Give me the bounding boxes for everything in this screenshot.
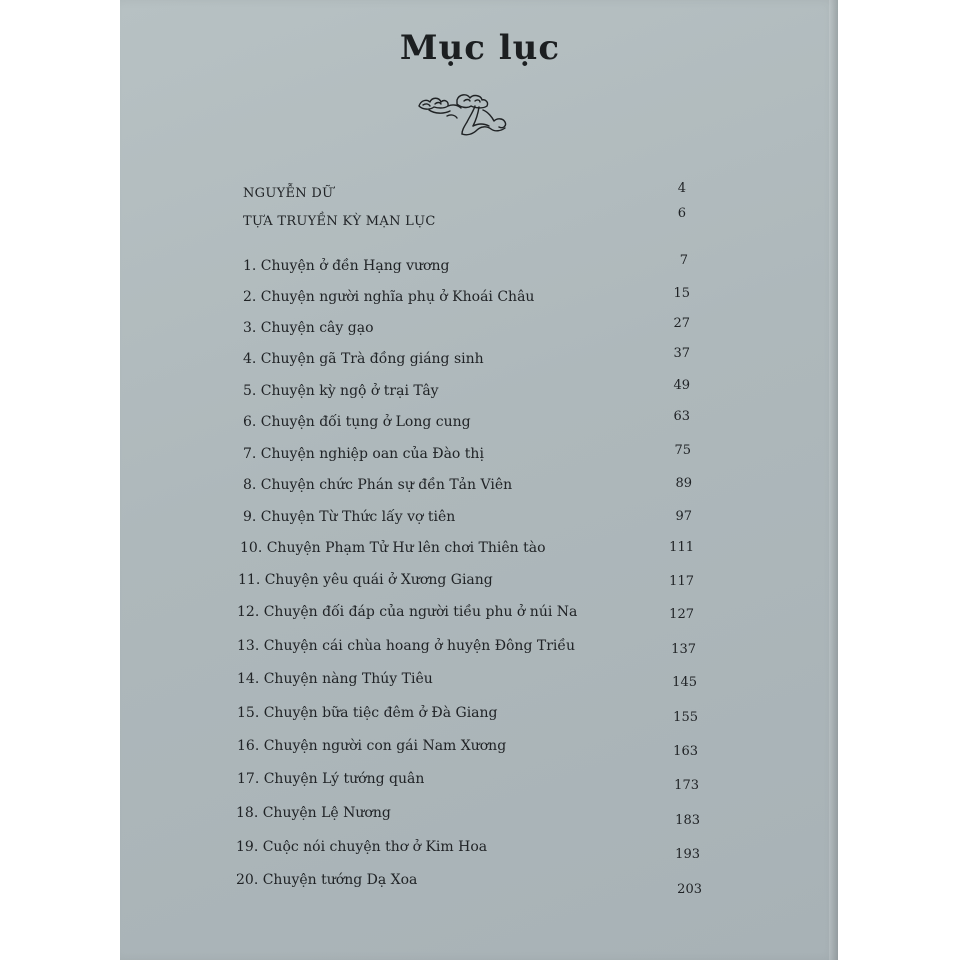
toc-entry-page: 145 <box>672 675 697 690</box>
toc-entry-page: 97 <box>675 509 692 524</box>
toc-entry-title: 16. Chuyện người con gái Nam Xương <box>237 738 507 754</box>
toc-entry-page: 75 <box>674 443 691 458</box>
toc-entry-page: 63 <box>673 409 690 424</box>
toc-entry-title: 6. Chuyện đối tụng ở Long cung <box>243 414 471 430</box>
toc-entry-title: 3. Chuyện cây gạo <box>243 320 374 336</box>
toc-entry-page: 15 <box>673 286 690 301</box>
toc-entry-page: 173 <box>674 778 699 793</box>
toc-entry-title: 13. Chuyện cái chùa hoang ở huyện Đông Triều <box>237 638 575 654</box>
toc-entry-page: 155 <box>673 710 698 725</box>
cloud-ornament-icon <box>417 90 513 142</box>
toc-entry-page: 4 <box>677 181 686 196</box>
toc-entry-page: 183 <box>675 813 700 828</box>
page-title: Mục lục <box>399 28 561 68</box>
toc-entry-title: TỰA TRUYỀN KỲ MẠN LỤC <box>243 214 436 229</box>
toc-entry-title: 14. Chuyện nàng Thúy Tiêu <box>237 671 433 687</box>
toc-entry-title: 10. Chuyện Phạm Tử Hư lên chơi Thiên tào <box>240 540 546 556</box>
page-edge <box>829 0 838 960</box>
toc-entry-page: 137 <box>671 642 696 657</box>
toc-entry-page: 117 <box>669 574 694 589</box>
toc-entry-page: 89 <box>675 476 692 491</box>
toc-entry-page: 163 <box>673 744 698 759</box>
toc-entry-title: 12. Chuyện đối đáp của người tiều phu ở núi Na <box>237 604 578 620</box>
toc-entry-title: 7. Chuyện nghiệp oan của Đào thị <box>243 446 484 462</box>
toc-entry-title: 4. Chuyện gã Trà đồng giáng sinh <box>243 351 484 367</box>
toc-entry-title: 11. Chuyện yêu quái ở Xương Giang <box>238 572 493 588</box>
toc-entry-title: 9. Chuyện Từ Thức lấy vợ tiên <box>243 509 456 525</box>
toc-entry-title: 15. Chuyện bữa tiệc đêm ở Đà Giang <box>237 705 498 721</box>
toc-entry-page: 127 <box>669 607 694 622</box>
toc-entry-title: 20. Chuyện tướng Dạ Xoa <box>236 872 418 888</box>
toc-entry-page: 193 <box>675 847 700 862</box>
toc-entry-title: 17. Chuyện Lý tướng quân <box>237 771 425 787</box>
toc-entry-title: 1. Chuyện ở đền Hạng vương <box>243 258 450 274</box>
toc-entry-title: 5. Chuyện kỳ ngộ ở trại Tây <box>243 383 439 399</box>
toc-entry-page: 37 <box>673 346 690 361</box>
toc-entry-page: 27 <box>673 316 690 331</box>
toc-entry-title: NGUYỄN DỮ <box>243 186 334 201</box>
toc-entry-page: 6 <box>677 206 686 221</box>
toc-entry-title: 19. Cuộc nói chuyện thơ ở Kim Hoa <box>236 839 488 855</box>
toc-entry-page: 49 <box>673 378 690 393</box>
toc-entry-title: 8. Chuyện chức Phán sự đền Tản Viên <box>243 477 513 493</box>
toc-entry-title: 18. Chuyện Lệ Nương <box>236 805 391 821</box>
toc-entry-page: 111 <box>669 540 694 555</box>
toc-entry-page: 203 <box>677 882 702 897</box>
book-page <box>120 0 838 960</box>
toc-entry-page: 7 <box>679 253 688 268</box>
toc-entry-title: 2. Chuyện người nghĩa phụ ở Khoái Châu <box>243 289 535 305</box>
